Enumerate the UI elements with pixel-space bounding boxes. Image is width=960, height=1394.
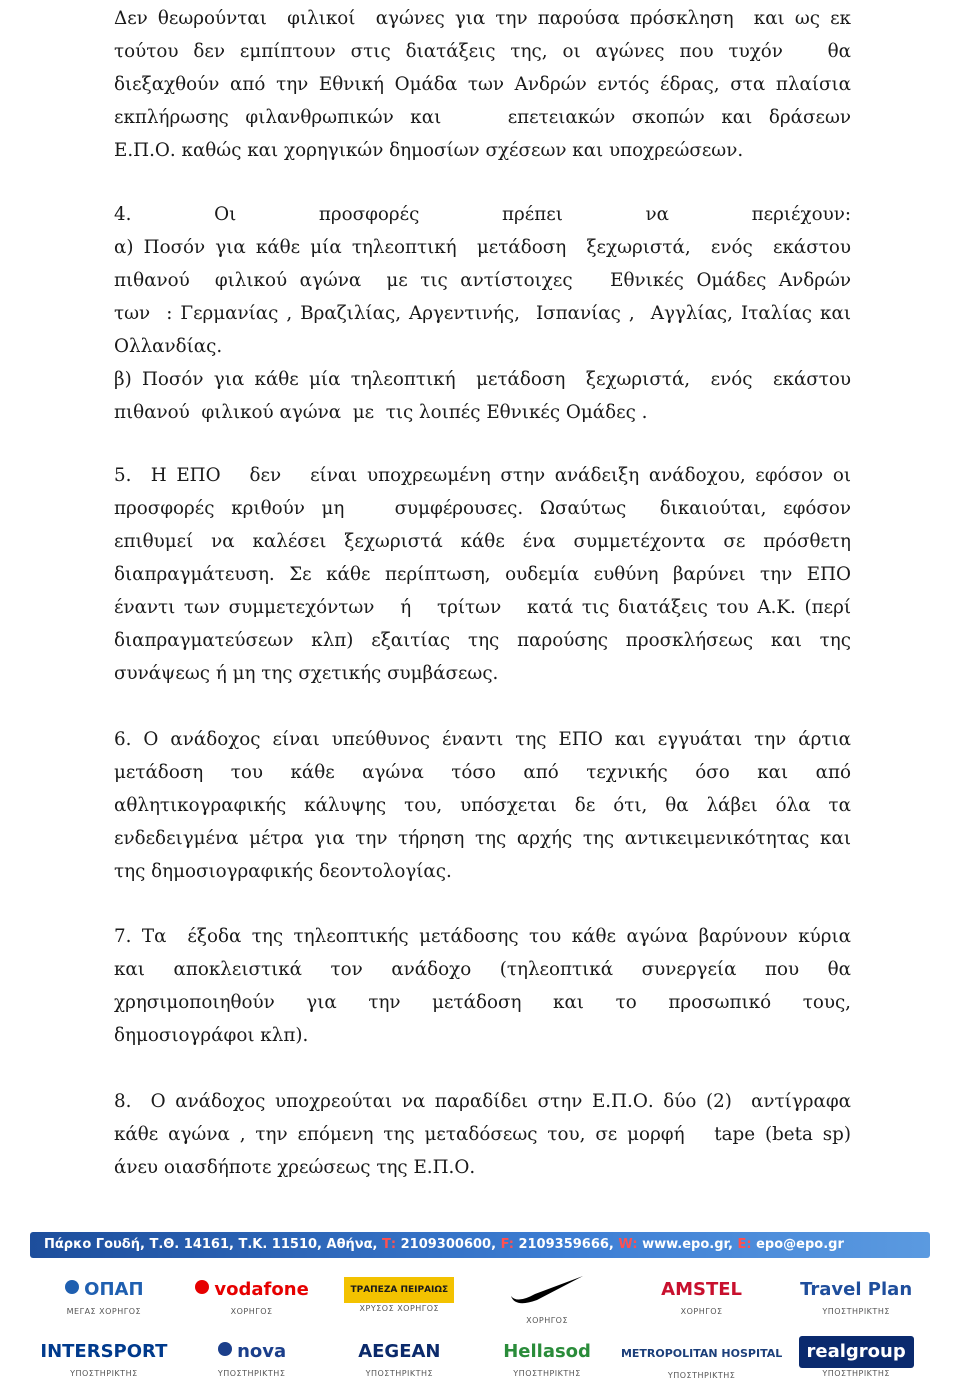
vodafone-icon <box>178 1274 326 1306</box>
sponsor-role: ΥΠΟΣΤΗΡΙΚΤΗΣ <box>513 1369 581 1378</box>
sponsor-3 <box>473 1274 621 1330</box>
tel-label: Τ: <box>382 1237 397 1252</box>
sponsor-role: ΜΕΓΑΣ ΧΟΡΗΓΟΣ <box>66 1307 142 1316</box>
text-line: αθλητικογραφικής κάλυψης του, υπόσχεται δε ότι, θα λάβει όλα τα <box>114 795 851 816</box>
sponsor-role: ΥΠΟΣΤΗΡΙΚΤΗΣ <box>822 1369 890 1378</box>
text-line: μετάδοση του κάθε αγώνα τόσο από τεχνικής όσο και από <box>114 762 851 783</box>
text-line: διεξαχθούν από την Εθνική Ομάδα των Ανδρών εντός έδρας, στα πλαίσια <box>114 74 851 95</box>
sponsor-11 <box>782 1336 930 1392</box>
text-line: εκπλήρωσης φιλανθρωπικών και επετειακών σκοπών και δράσεων <box>114 107 851 128</box>
sponsor-role: ΧΡΥΣΟΣ ΧΟΡΗΓΟΣ <box>359 1304 440 1313</box>
sponsor-role: ΥΠΟΣΤΗΡΙΚΤΗΣ <box>70 1369 138 1378</box>
sponsor-name: INTERSPORT <box>40 1341 168 1362</box>
sponsor-name: AMSTEL <box>661 1279 743 1300</box>
sponsor-2 <box>325 1274 473 1330</box>
text-line: 4. Οι προσφορές πρέπει να περιέχουν: <box>114 204 851 225</box>
address-text: Πάρκο Γουδή, Τ.Θ. 14161, Τ.Κ. 11510, Αθήνα, <box>44 1237 378 1252</box>
web-label: W: <box>618 1237 638 1252</box>
opap-star-icon-mark <box>64 1274 80 1306</box>
sponsor-6 <box>30 1336 178 1392</box>
sponsor-name: nova <box>237 1341 287 1362</box>
hellasod-icon <box>473 1336 621 1368</box>
text-line: 8. Ο ανάδοχος υποχρεούται να παραδίδει στην Ε.Π.Ο. δύο (2) αντίγραφα <box>114 1091 851 1112</box>
text-line: Ε.Π.Ο. καθώς και χορηγικών δημοσίων σχέσεων και υποχρεώσεων. <box>114 140 744 161</box>
text-line: πιθανού φιλικού αγώνα με τις αντίστοιχες Εθνικές Ομάδες Ανδρών <box>114 270 851 291</box>
text-line: και αποκλειστικά τον ανάδοχο (τηλεοπτικά συνεργεία που θα <box>114 959 851 980</box>
aegean-icon <box>325 1336 473 1368</box>
fax-number: 2109359666, <box>518 1237 614 1252</box>
text-line: 7. Τα έξοδα της τηλεοπτικής μετάδοσης του κάθε αγώνα βαρύνουν κύρια <box>114 926 851 947</box>
text-line: πιθανού φιλικού αγώνα με τις λοιπές Εθνικές Ομάδες . <box>114 402 648 423</box>
sponsor-8 <box>325 1336 473 1392</box>
text-line: Ολλανδίας. <box>114 336 223 357</box>
realgroup-icon: realgroup <box>799 1336 914 1368</box>
text-line: κάθε αγώνα , την επόμενη της μεταδόσεως του, σε μορφή tape (beta sp) <box>114 1124 851 1145</box>
sponsor-role: ΥΠΟΣΤΗΡΙΚΤΗΣ <box>365 1369 434 1378</box>
text-line: β) Ποσόν για κάθε μία τηλεοπτική μετάδοση ξεχωριστά, ενός εκάστου <box>114 369 851 390</box>
paragraph-p0 <box>114 2 851 167</box>
amstel-icon <box>621 1274 782 1306</box>
sponsor-role: ΧΟΡΗΓΟΣ <box>680 1307 723 1316</box>
web-address: www.epo.gr, <box>642 1237 733 1252</box>
sponsor-name: vodafone <box>214 1279 309 1300</box>
text-line: προσφορές κριθούν μη συμφέρουσες. Ωσαύτως δικαιούται, εφόσον <box>114 498 851 519</box>
text-line: δημοσιογράφοι κλπ). <box>114 1025 309 1046</box>
sponsor-10 <box>621 1336 782 1392</box>
paragraph-p4 <box>114 198 851 429</box>
sponsor-role: ΧΟΡΗΓΟΣ <box>230 1307 273 1316</box>
text-line: 6. Ο ανάδοχος είναι υπεύθυνος έναντι της ΕΠΟ και εγγυάται την άρτια <box>114 729 851 750</box>
sponsor-9 <box>473 1336 621 1392</box>
text-line: χρησιμοποιηθούν για την μετάδοση και το προσωπικό τους, <box>114 992 851 1013</box>
intersport-icon <box>30 1336 178 1368</box>
text-line: επιθυμεί να καλέσει ξεχωριστά κάθε ένα συμμετέχοντα σε πρόσθετη <box>114 531 851 552</box>
opap-star-icon <box>30 1274 178 1306</box>
sponsor-1 <box>178 1274 326 1330</box>
text-line: 5. Η ΕΠΟ δεν είναι υποχρεωμένη στην ανάδειξη ανάδοχου, εφόσον οι <box>114 465 851 486</box>
text-line: της δημοσιογραφικής δεοντολογίας. <box>114 861 452 882</box>
sponsor-role: ΥΠΟΣΤΗΡΙΚΤΗΣ <box>667 1371 736 1380</box>
email-label: E: <box>737 1237 752 1252</box>
sponsor-0 <box>30 1274 178 1330</box>
sponsor-name: METROPOLITAN HOSPITAL <box>620 1347 783 1360</box>
text-line: διαπραγματεύσεων κλπ) εξαιτίας της παρούσης προσκλήσεως και της <box>114 630 851 651</box>
text-line: συνάψεως ή μη της σχετικής συμβάσεως. <box>114 663 499 684</box>
sponsor-role: ΧΟΡΗΓΟΣ <box>526 1316 569 1325</box>
sponsor-5 <box>782 1274 930 1330</box>
paragraph-p7 <box>114 920 851 1052</box>
sponsor-4 <box>621 1274 782 1330</box>
text-line: ενδεδειγμένα μέτρα για την τήρηση της αρχής της αντικειμενικότητας και <box>114 828 851 849</box>
metropolitan-icon <box>621 1336 782 1370</box>
nova-icon-mark <box>217 1336 233 1368</box>
nike-swoosh-icon <box>473 1274 621 1315</box>
fax-label: F: <box>500 1237 514 1252</box>
text-line: τούτου δεν εμπίπτουν στις διατάξεις της, οι αγώνες που τυχόν θα <box>114 41 851 62</box>
piraeus-icon: ΤΡΑΠΕΖΑ ΠΕΙΡΑΙΩΣ <box>344 1277 454 1303</box>
text-line: των : Γερμανίας , Βραζιλίας, Αργεντινής, Ισπανίας , Αγγλίας, Ιταλίας και <box>114 303 851 324</box>
sponsor-role: ΥΠΟΣΤΗΡΙΚΤΗΣ <box>822 1307 890 1316</box>
sponsor-role: ΥΠΟΣΤΗΡΙΚΤΗΣ <box>217 1369 286 1378</box>
paragraph-p6 <box>114 723 851 888</box>
text-line: διαπραγμάτευση. Σε κάθε περίπτωση, ουδεμία ευθύνη βαρύνει την ΕΠΟ <box>114 564 851 585</box>
paragraph-p5 <box>114 459 851 690</box>
email-address: epo@epo.gr <box>756 1237 844 1252</box>
sponsor-name: Hellasod <box>503 1341 591 1362</box>
travelplan-icon <box>782 1274 930 1306</box>
sponsor-name: AEGEAN <box>358 1341 441 1362</box>
text-line: Δεν θεωρούνται φιλικοί αγώνες για την παρούσα πρόσκληση και ως εκ <box>114 8 851 29</box>
contact-bar <box>30 1232 930 1258</box>
vodafone-icon-mark <box>194 1274 210 1306</box>
nova-icon <box>178 1336 326 1368</box>
sponsor-name: ΟΠΑΠ <box>84 1279 144 1300</box>
sponsor-grid <box>30 1274 930 1392</box>
letterhead-footer <box>0 1218 960 1394</box>
sponsor-name: Travel Plan <box>800 1279 913 1300</box>
tel-number: 2109300600, <box>400 1237 497 1252</box>
text-line: έναντι των συμμετεχόντων ή τρίτων κατά τις διατάξεις του Α.Κ. (περί <box>114 597 851 618</box>
sponsor-7 <box>178 1336 326 1392</box>
text-line: α) Ποσόν για κάθε μία τηλεοπτική μετάδοση ξεχωριστά, ενός εκάστου <box>114 237 851 258</box>
text-line: άνευ οιασδήποτε χρεώσεως της Ε.Π.Ο. <box>114 1157 476 1178</box>
paragraph-p8 <box>114 1085 851 1184</box>
